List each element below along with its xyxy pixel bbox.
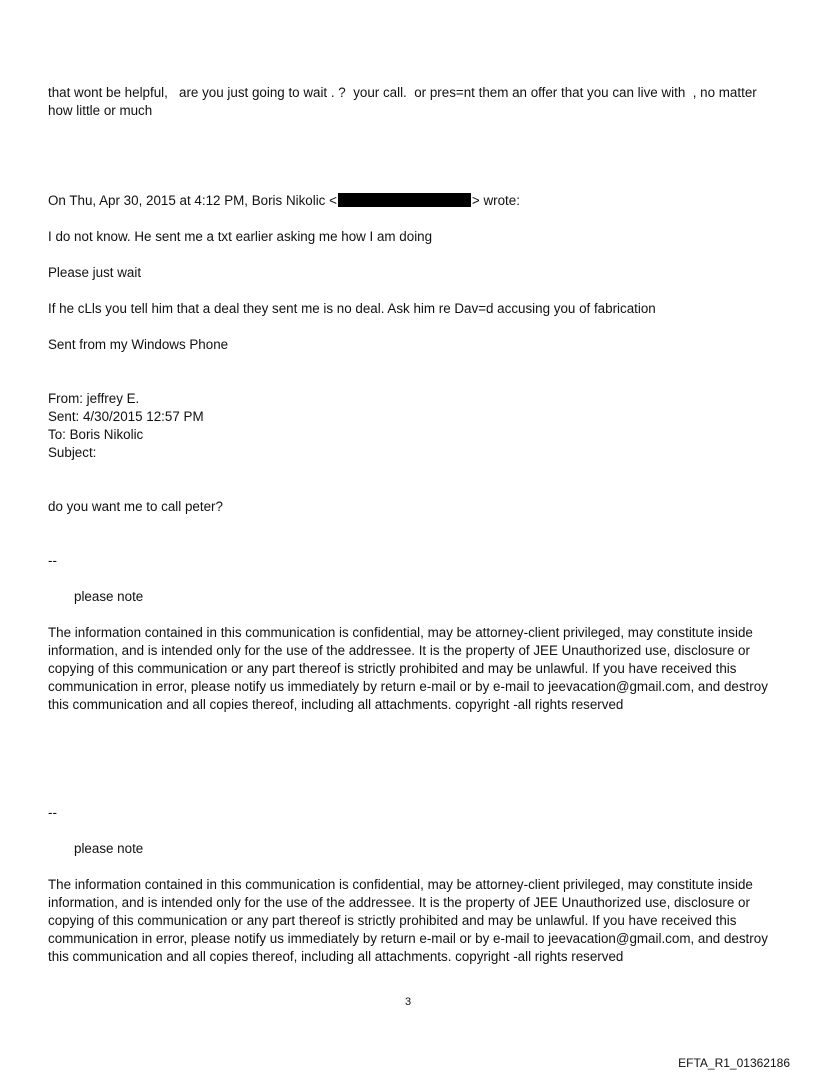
spacer [48, 714, 778, 768]
disclaimer-separator: -- [48, 553, 57, 568]
quoted-intro [48, 192, 778, 210]
spacer [48, 516, 778, 552]
header-sent: Sent: 4/30/2015 12:57 PM [48, 409, 204, 424]
spacer [48, 570, 778, 588]
spacer [48, 282, 778, 300]
spacer [48, 120, 778, 174]
header-to: To: Boris Nikolic [48, 427, 144, 442]
spacer [48, 174, 778, 192]
redaction-bar [338, 193, 471, 207]
boris-line-1: I do not know. He sent me a txt earlier asking me how I am doing [48, 229, 433, 244]
quoted-intro-prefix: On Thu, Apr 30, 2015 at 4:12 PM, Boris Nikolic < [48, 193, 337, 208]
spacer [48, 822, 778, 840]
disclaimer-note: please note [74, 841, 144, 856]
spacer [48, 246, 778, 264]
document-body [48, 84, 778, 966]
original-message: do you want me to call peter? [48, 499, 223, 514]
header-subject: Subject: [48, 445, 97, 460]
boris-line-3: If he cLls you tell him that a deal they sent me is no deal. Ask him re Dav=d accusing you of fabrication [48, 301, 656, 316]
disclaimer-note: please note [74, 589, 144, 604]
spacer [48, 354, 778, 390]
disclaimer-body: The information contained in this communication is confidential, may be attorney-client privileged, may constitute inside information, and is intended only for the use of the addressee. It is the property of JEE Unauthorized use, disclosure or copying of this communication or any part thereof is strictly prohibited and may be unlawful. If you have received this communication in error, please notify us immediately by return e-mail or by e-mail to jeevacation@gmail.com, and destroy this communication and all copies thereof, including all attachments. copyright -all rights reserved [48, 877, 772, 964]
quoted-intro-suffix: > wrote: [471, 193, 520, 208]
document-id: EFTA_R1_01362186 [678, 1056, 790, 1070]
spacer [48, 462, 778, 498]
page-number: 3 [404, 996, 412, 1008]
header-from: From: jeffrey E. [48, 391, 140, 406]
disclaimer-body: The information contained in this communication is confidential, may be attorney-client privileged, may constitute inside information, and is intended only for the use of the addressee. It is the property of JEE Unauthorized use, disclosure or copying of this communication or any part thereof is strictly prohibited and may be unlawful. If you have received this communication in error, please notify us immediately by return e-mail or by e-mail to jeevacation@gmail.com, and destroy this communication and all copies thereof, including all attachments. copyright -all rights reserved [48, 625, 772, 712]
spacer [48, 318, 778, 336]
disclaimer-separator: -- [48, 805, 57, 820]
reply-text: that wont be helpful, are you just going to wait . ? your call. or pres=nt them an offer that you can live with , no matter how little or much [48, 85, 761, 118]
spacer [48, 768, 778, 804]
spacer [48, 606, 778, 624]
boris-signature: Sent from my Windows Phone [48, 337, 229, 352]
spacer [48, 858, 778, 876]
forward-header [48, 390, 778, 462]
boris-line-2: Please just wait [48, 265, 142, 280]
spacer [48, 210, 778, 228]
